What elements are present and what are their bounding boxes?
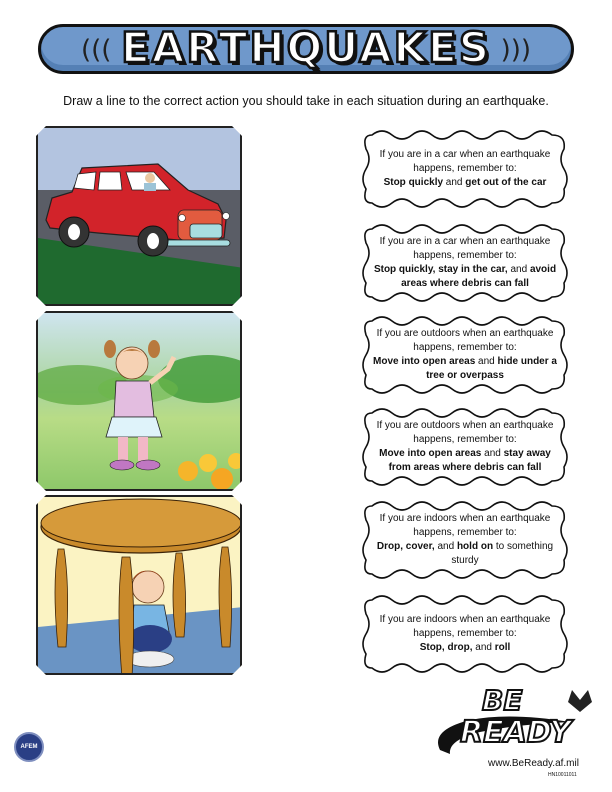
action-text (370, 127, 560, 211)
action-instruction: Stop quickly and get out of the car (383, 177, 547, 188)
boy-under-table-illustration (38, 497, 242, 675)
action-intro: If you are outdoors when an earthquake happens, remember to: (376, 420, 554, 445)
title-banner (38, 24, 574, 74)
be-ready-logo-graphic (430, 680, 600, 760)
page-title: EARTHQUAKES (121, 23, 491, 72)
shake-lines-left-icon: ((( (81, 35, 112, 65)
action-instruction: Stop, drop, and roll (419, 642, 511, 653)
girl-in-park-illustration (38, 313, 242, 491)
action-instruction: Drop, cover, and hold on to something sturdy (376, 541, 554, 566)
action-text (370, 498, 560, 582)
action-card-4[interactable] (358, 405, 572, 489)
action-card-1[interactable] (358, 127, 572, 211)
shake-lines-right-icon: ))) (500, 35, 531, 65)
indoors-scene-panel[interactable] (36, 495, 242, 675)
air-force-wings-icon (568, 690, 592, 712)
car-scene-panel[interactable] (36, 126, 242, 306)
action-card-3[interactable] (358, 313, 572, 397)
action-intro: If you are indoors when an earthquake happens, remember to: (379, 614, 551, 639)
instructions: Draw a line to the correct action you should take in each situation during an earthquake. (63, 94, 549, 108)
action-intro: If you are outdoors when an earthquake happens, remember to: (376, 328, 554, 353)
document-code: HN10011011 (548, 772, 577, 778)
action-card-6[interactable] (358, 592, 572, 676)
action-card-2[interactable] (358, 221, 572, 305)
car-illustration (38, 128, 242, 306)
action-text (370, 221, 560, 305)
action-text (370, 405, 560, 489)
action-text (370, 592, 560, 676)
be-ready-logo (430, 680, 600, 760)
action-text (370, 313, 560, 397)
svg-text:READY: READY (460, 715, 572, 750)
svg-text:BE: BE (482, 684, 523, 717)
action-card-5[interactable] (358, 498, 572, 582)
outdoors-scene-panel[interactable] (36, 311, 242, 491)
website-url[interactable]: www.BeReady.af.mil (488, 758, 579, 769)
afem-seal-logo: AFEM (14, 732, 44, 762)
action-intro: If you are in a car when an earthquake happens, remember to: (379, 236, 551, 261)
action-intro: If you are in a car when an earthquake happens, remember to: (379, 149, 551, 174)
action-intro: If you are indoors when an earthquake happens, remember to: (379, 513, 551, 538)
action-instruction: Move into open areas and stay away from areas where debris can fall (379, 448, 551, 473)
action-instruction: Move into open areas and hide under a tree or overpass (373, 356, 557, 381)
action-instruction: Stop quickly, stay in the car, and avoid areas where debris can fall (373, 264, 557, 289)
